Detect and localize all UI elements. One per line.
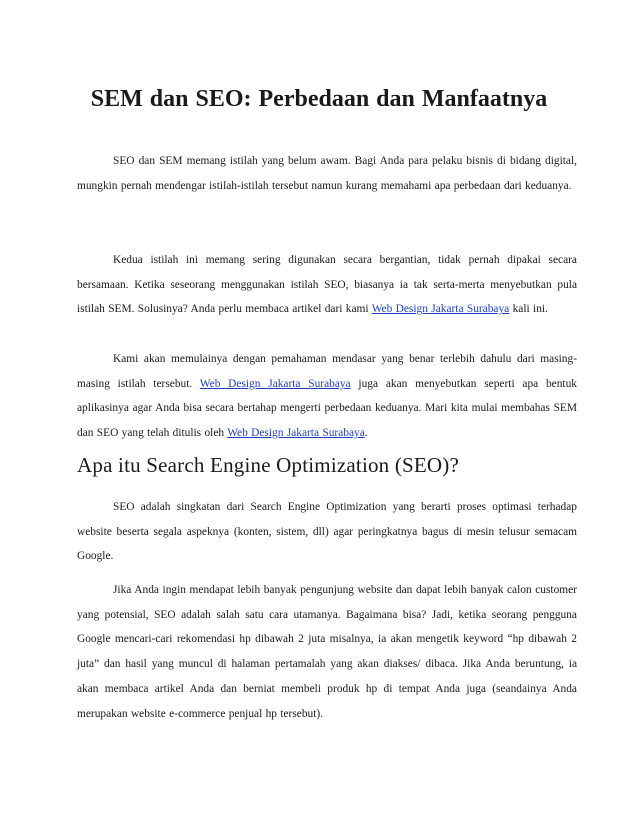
paragraph-text: juga akan menyebutkan seperti apa bentuk aplikasinya agar Anda bisa secara bertahap mengerti perbedaan keduanya. Mari kita mulai membahas SEM dan SEO yang telah ditulis oleh [77, 377, 577, 440]
web-design-link[interactable]: Web Design Jakarta Surabaya [371, 303, 510, 316]
paragraph-terms-usage [77, 248, 577, 322]
paragraph-seo-definition: SEO adalah singkatan dari Search Engine Optimization yang berarti proses optimasi terhadap website beserta segala aspeknya (konten, sistem, dll) agar peringkatnya bagus di mesin telusur semacam Google. [77, 501, 577, 563]
intro-paragraph: SEO dan SEM memang istilah yang belum awam. Bagi Anda para pelaku bisnis di bidang digital, mungkin pernah mendengar istilah-istilah tersebut namun kurang memahami apa perbedaan dari keduanya. [77, 155, 577, 192]
section-heading-seo: Apa itu Search Engine Optimization (SEO)? [77, 453, 460, 477]
document-title: SEM dan SEO: Perbedaan dan Manfaatnya [90, 86, 548, 112]
paragraph-text: . [364, 427, 368, 440]
paragraph-start-basics [77, 347, 577, 446]
paragraph-text: Kedua istilah ini memang sering digunakan secara bergantian, tidak pernah dipakai secara bersamaan. Ketika seseorang menggunakan istilah SEO, biasanya ia tak serta-merta menyebutkan pula istilah SEM. Solusinya? Anda perlu membaca artikel dari kami [77, 254, 577, 316]
paragraph-text: Kami akan memulainya dengan pemahaman mendasar yang benar terlebih dahulu dari masing-masing istilah tersebut. [77, 353, 577, 390]
web-design-link[interactable]: Web Design Jakarta Surabaya [227, 427, 365, 440]
paragraph-text: kali ini. [509, 303, 548, 316]
paragraph-seo-benefits: Jika Anda ingin mendapat lebih banyak pengunjung website dan dapat lebih banyak calon customer yang potensial, SEO adalah salah satu cara utamanya. Bagaimana bisa? Jadi, ketika seorang pengguna Google mencari-cari rekomendasi hp dibawah 2 juta misalnya, ia akan mengetik keyword “hp dibawah 2 juta” dan hasil yang muncul di halaman pertamalah yang akan diakses/ dibaca. Jika Anda beruntung, ia akan membaca artikel Anda dan berniat membeli produk hp di tempat Anda juga (seandainya Anda merupakan website e-commerce penjual hp tersebut). [77, 584, 577, 720]
web-design-link[interactable]: Web Design Jakarta Surabaya [199, 377, 351, 390]
